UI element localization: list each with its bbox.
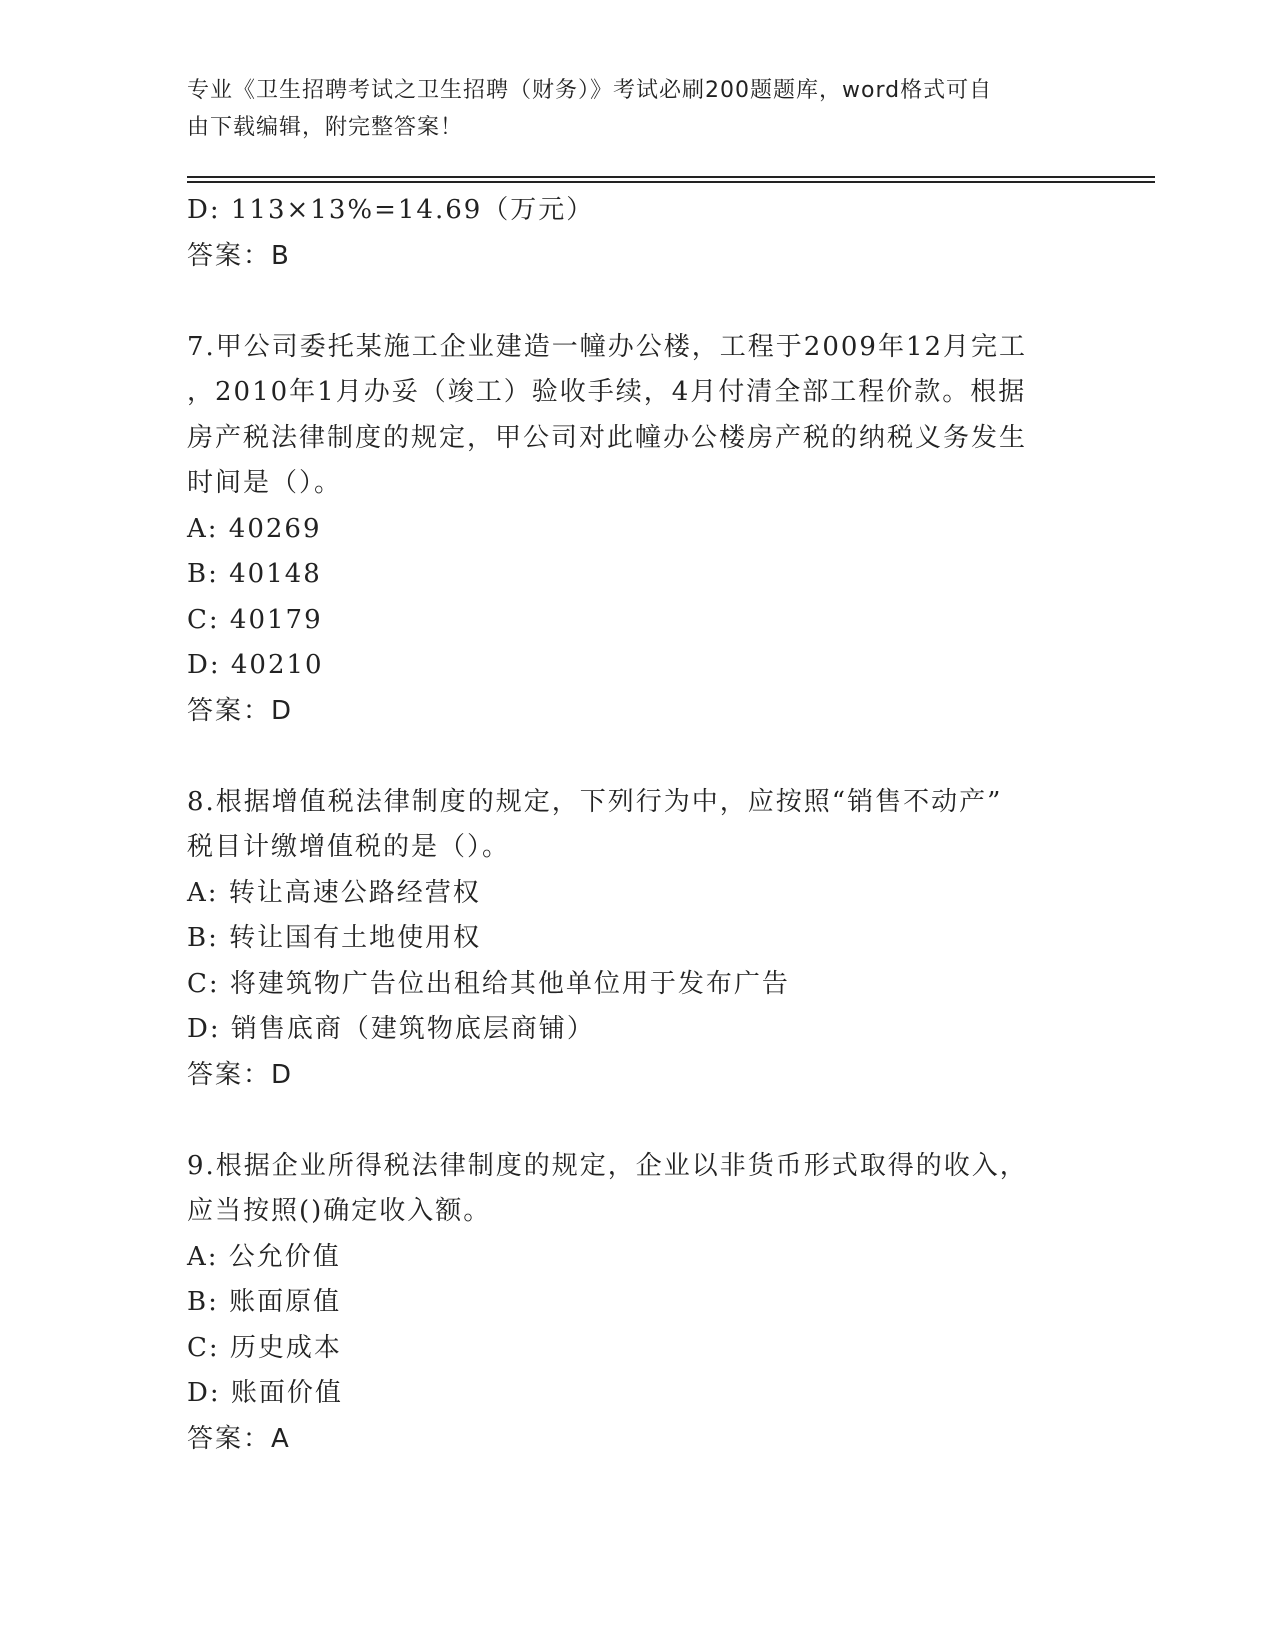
question-stem-line: ，2010年1月办妥（竣工）验收手续，4月付清全部工程价款。根据 <box>187 377 1027 407</box>
document-body <box>187 188 1067 1462</box>
answer-line: 答案：B <box>187 240 291 271</box>
question-stem-line: 税目计缴增值税的是（）。 <box>187 832 511 862</box>
header-rule-bottom <box>187 181 1155 183</box>
option-b: B: 转让国有土地使用权 <box>187 923 482 953</box>
answer-line: 答案：D <box>187 1059 294 1090</box>
header-rule-top <box>187 176 1155 178</box>
page-header <box>187 72 1067 146</box>
header-line-2: 由下载编辑，附完整答案！ <box>187 115 464 140</box>
option-a: A: 40269 <box>187 513 322 544</box>
spacer <box>187 734 1067 780</box>
option-c: C: 历史成本 <box>187 1332 342 1363</box>
question-9 <box>187 1144 1067 1463</box>
option-d: D: 销售底商（建筑物底层商铺） <box>187 1014 595 1044</box>
question-stem-line: 房产税法律制度的规定，甲公司对此幢办公楼房产税的纳税义务发生 <box>187 422 1028 453</box>
question-7 <box>187 325 1067 735</box>
answer-line: 答案：A <box>187 1423 291 1454</box>
option-c: C: 将建筑物广告位出租给其他单位用于发布广告 <box>187 968 790 999</box>
question-stem-line: 7.甲公司委托某施工企业建造一幢办公楼，工程于2009年12月完工 <box>187 331 1028 362</box>
option-a: A: 转让高速公路经营权 <box>187 877 481 908</box>
option-b: B: 账面原值 <box>187 1287 342 1317</box>
answer-line: 答案：D <box>187 695 294 726</box>
question-stem-line: 时间是（）。 <box>187 468 343 498</box>
option-c: C: 40179 <box>187 604 323 635</box>
option-d: D: 账面价值 <box>187 1378 343 1408</box>
header-line-1: 专业《卫生招聘考试之卫生招聘（财务）》考试必刷200题题库，word格式可自 <box>187 78 993 103</box>
option-d: D: 40210 <box>187 650 324 680</box>
spacer <box>187 279 1067 325</box>
option-b: B: 40148 <box>187 559 322 589</box>
question-stem-line: 应当按照()确定收入额。 <box>187 1196 492 1226</box>
option-d: D: 113×13%=14.69（万元） <box>187 195 595 225</box>
spacer <box>187 1098 1067 1144</box>
question-stem-line: 8.根据增值税法律制度的规定，下列行为中，应按照“销售不动产” <box>187 786 1003 817</box>
question-8 <box>187 780 1067 1099</box>
option-a: A: 公允价值 <box>187 1241 341 1272</box>
question-stem-line: 9.根据企业所得税法律制度的规定，企业以非货币形式取得的收入， <box>187 1150 1028 1181</box>
